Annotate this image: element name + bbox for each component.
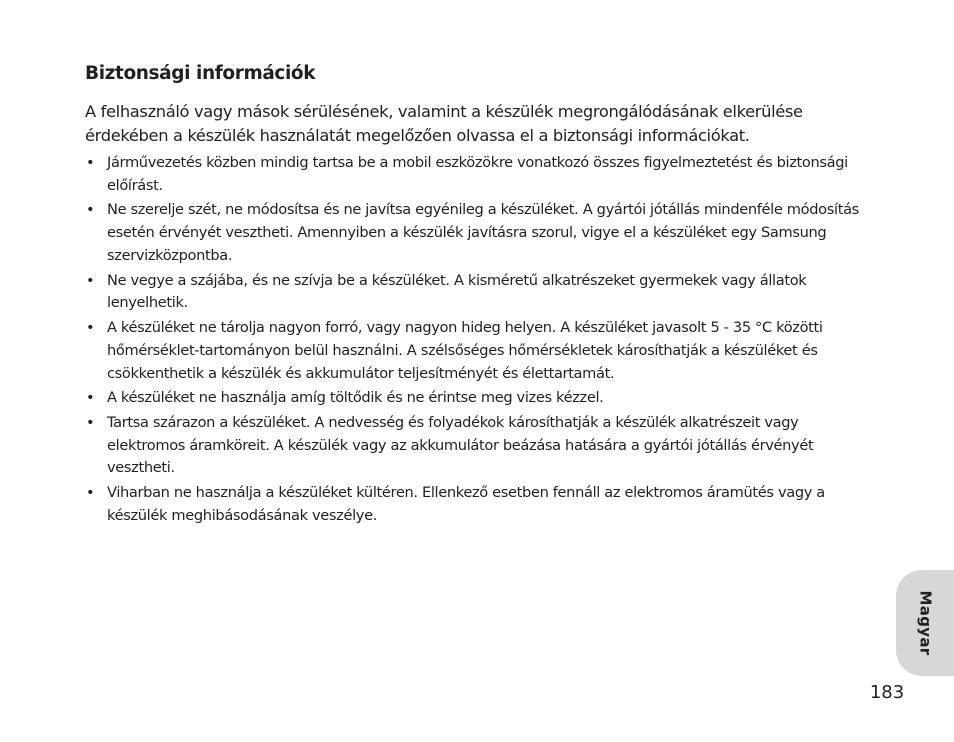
- list-item-text: A készüléket ne tárolja nagyon forró, vagy nagyon hideg helyen. A készüléket javasolt 5 - 35 °C közötti hőmérséklet-tartományon belül használni. A szélsőséges hőmérsékletek károsíthatják a készüléket és csökkenthetik a készülék és akkumulátor teljesítményét és élettartamát.: [107, 318, 823, 382]
- safety-bullet-list: [85, 152, 875, 528]
- bullet-icon: •: [86, 389, 95, 407]
- list-item-text: Járművezetés közben mindig tartsa be a mobil eszközökre vonatkozó összes figyelmeztetést és biztonsági előírást.: [107, 154, 848, 194]
- list-item: [85, 270, 875, 316]
- list-item: [85, 152, 875, 198]
- bullet-icon: •: [86, 318, 95, 336]
- list-item: [85, 317, 875, 385]
- list-item: [85, 412, 875, 480]
- list-item: [85, 199, 875, 267]
- list-item-text: Ne vegye a szájába, és ne szívja be a készüléket. A kisméretű alkatrészeket gyermekek vagy állatok lenyelhetik.: [107, 271, 807, 312]
- language-tab-label: Magyar: [916, 590, 935, 656]
- list-item-text: A készüléket ne használja amíg töltődik és ne érintse meg vizes kézzel.: [107, 389, 604, 407]
- section-title: Biztonsági információk: [85, 63, 316, 84]
- bullet-icon: •: [86, 154, 95, 171]
- list-item: [85, 387, 875, 410]
- language-side-tab: [896, 570, 954, 676]
- bullet-icon: •: [86, 413, 95, 431]
- bullet-icon: •: [86, 201, 95, 219]
- page-number: 183: [869, 682, 905, 703]
- list-item-text: Viharban ne használja a készüléket kültéren. Ellenkező esetben fennáll az elektromos áramütés vagy a készülék meghibásodásának veszélye.: [107, 483, 825, 524]
- list-item-text: Ne szerelje szét, ne módosítsa és ne javítsa egyénileg a készüléket. A gyártói jótállás mindenféle módosítás esetén érvényét vesztheti. Amennyiben a készülék javításra szorul, vigye el a készüléket egy Samsung szervizközpontba.: [107, 201, 859, 264]
- bullet-icon: •: [86, 483, 95, 501]
- list-item: [85, 482, 875, 528]
- bullet-icon: •: [86, 271, 95, 289]
- intro-paragraph: A felhasználó vagy mások sérülésének, valamint a készülék megrongálódásának elkerülése érdekében a készülék használatát megelőzően olvassa el a biztonsági információkat.: [85, 102, 803, 145]
- list-item-text: Tartsa szárazon a készüléket. A nedvesség és folyadékok károsíthatják a készülék alkatrészeit vagy elektromos áramköreit. A készülék vagy az akkumulátor beázása hatására a gyártói jótállás érvényét vesztheti.: [107, 413, 814, 477]
- page-content: [85, 62, 875, 529]
